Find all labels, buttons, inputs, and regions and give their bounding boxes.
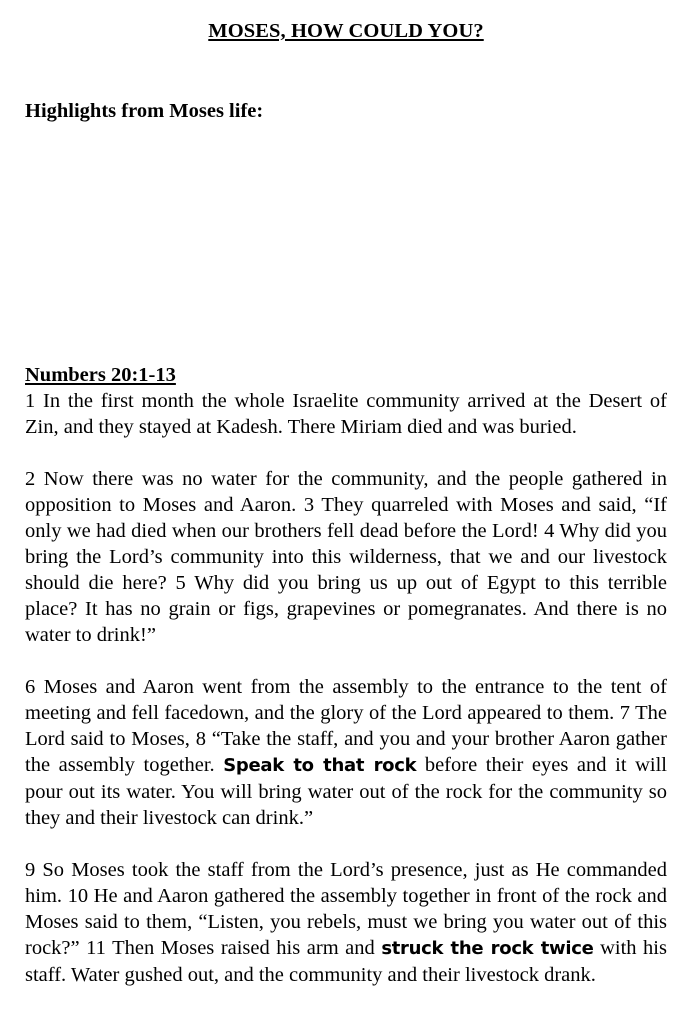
scripture-passage xyxy=(25,362,667,1014)
paragraph-text-before: 6 Moses and Aaron went from the assembly to the entrance to the tent of meeting and fell facedown, and the glory of the Lord appeared to them. 7 The Lord said to Moses, 8 “Take the staff, and you and your brother Aaron gather the assembly together. xyxy=(25,676,667,776)
verse-paragraph-3 xyxy=(25,674,667,831)
paragraph-text: 1 In the first month the whole Israelite community arrived at the Desert of Zin, and they stayed at Kadesh. There Miriam died and was buried. xyxy=(25,390,667,438)
paragraph-text-before: 9 So Moses took the staff from the Lord’s presence, just as He commanded him. 10 He and Aaron gathered the assembly together in front of the rock and Moses said to them, “Listen, you rebels, must we bring you water out of this rock?” 11 Then Moses raised his arm and xyxy=(25,859,667,959)
verse-paragraph-1 xyxy=(25,388,667,440)
emphasis-speak-to-rock: Speak to that rock xyxy=(223,755,417,776)
paragraph-text-after: before their eyes and it will pour out its water. You will bring water out of the rock for the community so they and their livestock can drink.” xyxy=(25,754,667,829)
highlights-heading: Highlights from Moses life: xyxy=(25,100,264,122)
page-title: MOSES, HOW COULD YOU? xyxy=(208,20,484,42)
verse-paragraph-4 xyxy=(25,857,667,988)
emphasis-struck-rock-twice: struck the rock twice xyxy=(381,938,594,959)
paragraph-text-after: with his staff. Water gushed out, and the community and their livestock drank. xyxy=(25,937,667,986)
verse-paragraph-2 xyxy=(25,466,667,648)
passage-reference: Numbers 20:1-13 xyxy=(25,364,176,386)
paragraph-text: 2 Now there was no water for the community, and the people gathered in opposition to Moses and Aaron. 3 They quarreled with Moses and said, “If only we had died when our brothers fell dead before the Lord! 4 Why did you bring the Lord’s community into this wilderness, that we and our livestock should die here? 5 Why did you bring us up out of Egypt to this terrible place? It has no grain or figs, grapevines or pomegranates. And there is no water to drink!” xyxy=(25,468,667,646)
